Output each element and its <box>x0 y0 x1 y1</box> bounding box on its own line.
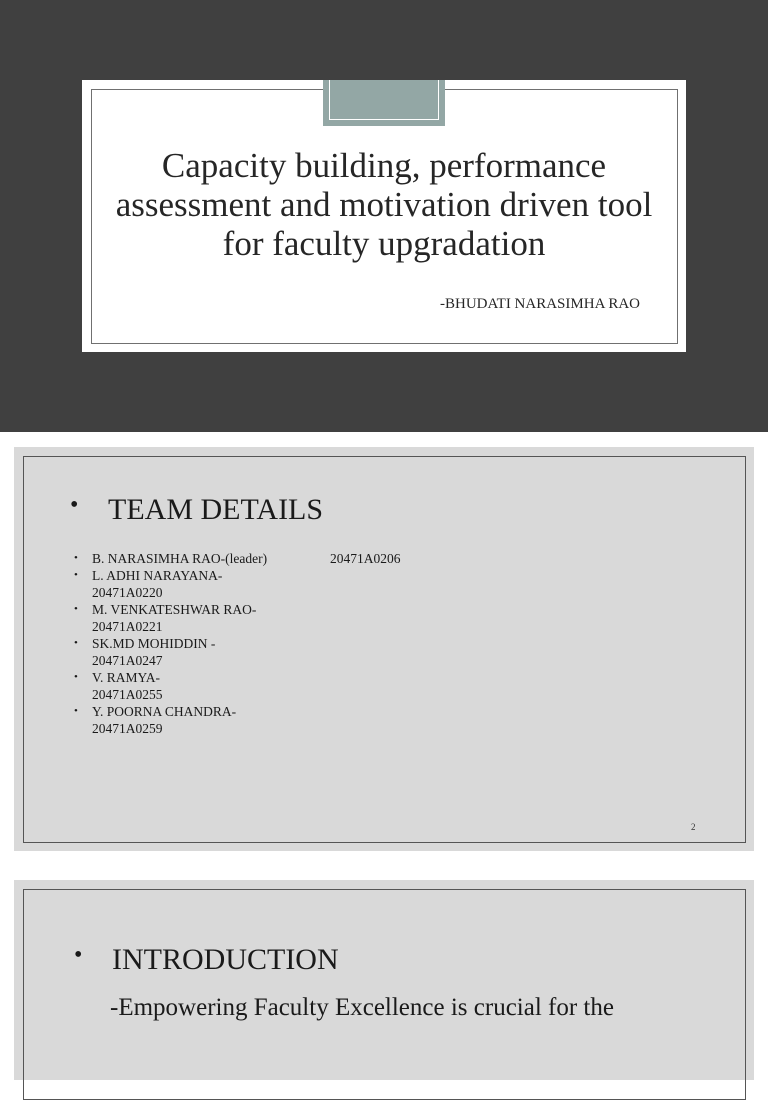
team-member-text <box>92 550 401 567</box>
team-member-name: M. VENKATESHWAR RAO- <box>92 602 257 617</box>
list-bullet-icon: • <box>74 569 78 581</box>
team-heading-row <box>70 492 323 528</box>
team-member-text <box>92 703 236 737</box>
decorative-tab-inner <box>329 80 439 120</box>
team-member-id: 20471A0247 <box>92 653 163 668</box>
team-member-name: B. NARASIMHA RAO-(leader) <box>92 551 268 566</box>
page-number: 2 <box>691 822 696 832</box>
team-details-slide <box>14 447 754 851</box>
introduction-slide <box>14 880 754 1080</box>
team-member-name: SK.MD MOHIDDIN - <box>92 636 216 651</box>
team-member-name: V. RAMYA- <box>92 670 161 685</box>
team-member-text <box>92 635 215 669</box>
list-bullet-icon: • <box>74 705 78 717</box>
intro-heading: INTRODUCTION <box>112 943 339 976</box>
bullet-icon: • <box>70 492 79 518</box>
team-member-item <box>74 567 474 601</box>
list-bullet-icon: • <box>74 671 78 683</box>
list-bullet-icon: • <box>74 552 78 564</box>
presentation-author: -BHUDATI NARASIMHA RAO <box>439 296 640 312</box>
team-member-text <box>92 669 163 703</box>
team-member-id: 20471A0206 <box>330 551 401 566</box>
team-member-item <box>74 601 474 635</box>
intro-heading-row <box>74 942 342 978</box>
team-member-text <box>92 601 256 635</box>
team-member-item <box>74 550 474 567</box>
team-member-name: L. ADHI NARAYANA- <box>92 568 223 583</box>
title-card <box>82 80 686 352</box>
team-heading: TEAM DETAILS <box>108 493 324 526</box>
list-bullet-icon: • <box>74 637 78 649</box>
bullet-icon: • <box>74 942 83 968</box>
decorative-tab <box>323 80 445 126</box>
team-member-list <box>74 550 474 737</box>
team-member-id: 20471A0259 <box>92 721 163 736</box>
team-member-name: Y. POORNA CHANDRA- <box>92 704 237 719</box>
presentation-title: Capacity building, performance assessment and motivation driven tool for faculty upgradation <box>115 146 653 263</box>
team-member-item <box>74 635 474 669</box>
team-member-id: 20471A0220 <box>92 585 163 600</box>
title-slide <box>0 0 768 432</box>
team-member-id: 20471A0221 <box>92 619 163 634</box>
intro-body-text: -Empowering Faculty Excellence is crucial for the <box>110 994 614 1021</box>
team-member-text <box>92 567 222 601</box>
team-member-item <box>74 669 474 703</box>
team-member-item <box>74 703 474 737</box>
list-bullet-icon: • <box>74 603 78 615</box>
team-member-id: 20471A0255 <box>92 687 163 702</box>
